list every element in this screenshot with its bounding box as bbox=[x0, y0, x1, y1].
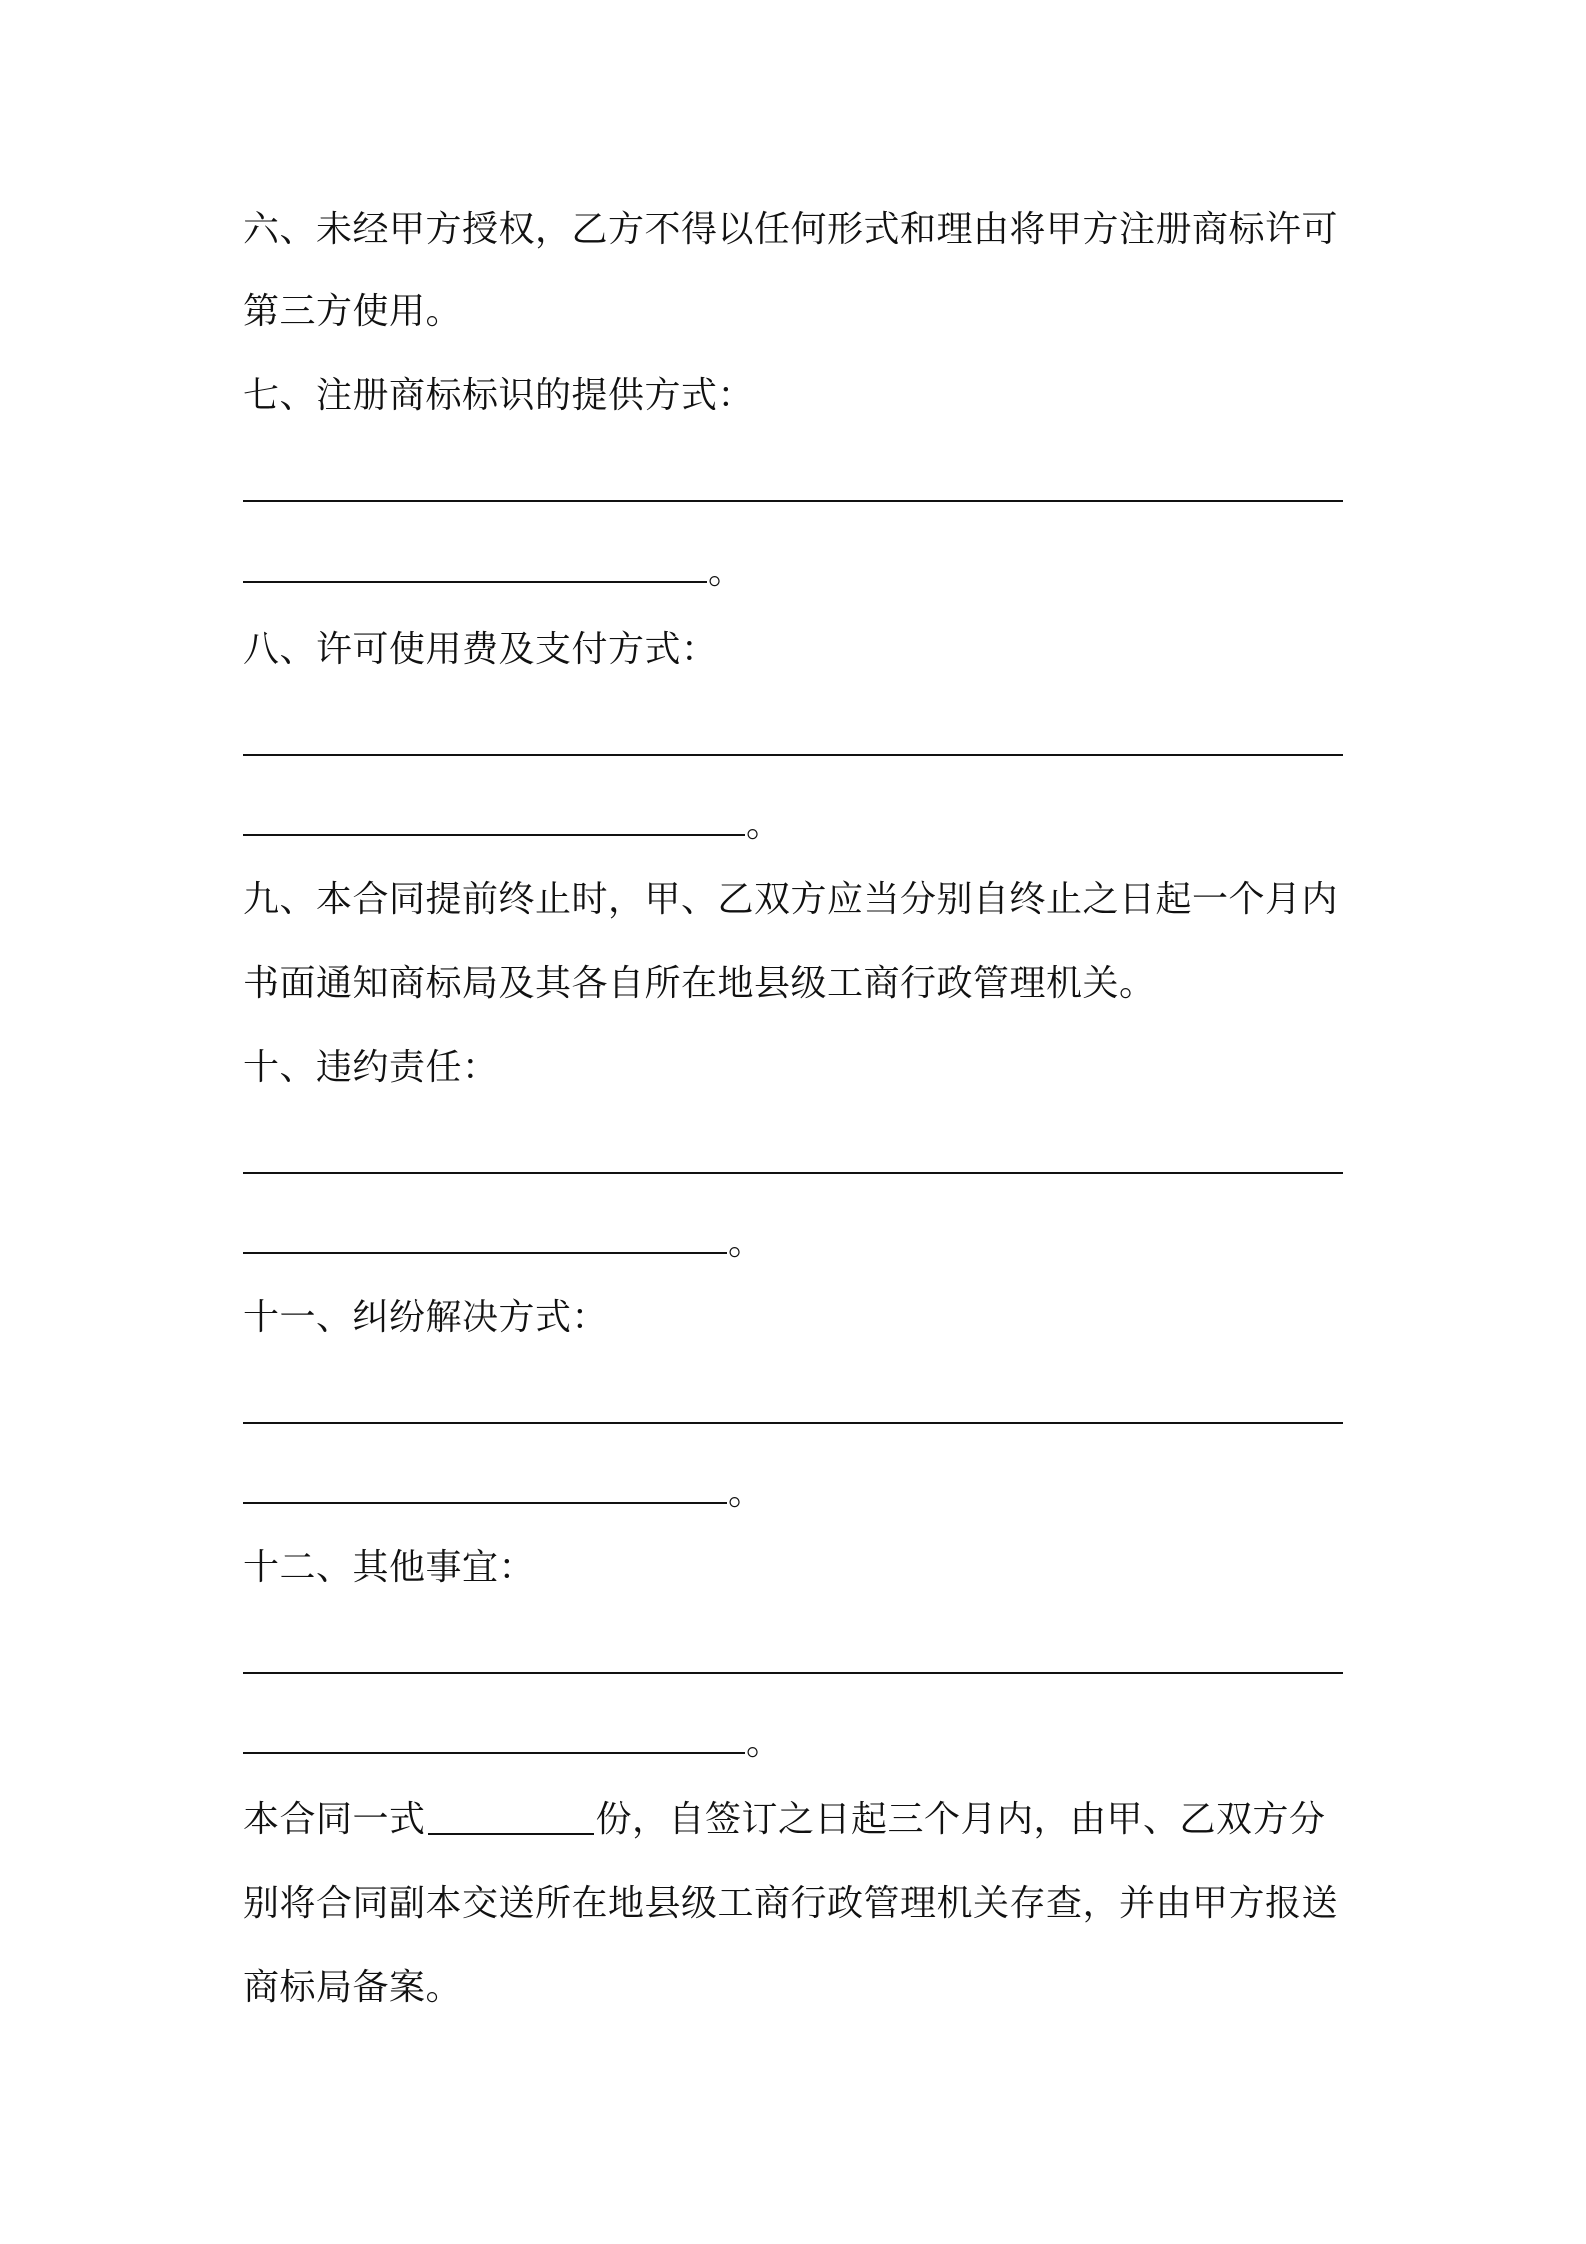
clause-12-heading: 十二、其他事宜： bbox=[243, 1547, 536, 1588]
copies-count-blank[interactable] bbox=[428, 1833, 594, 1835]
clause-10-end-mark: 。 bbox=[728, 1222, 765, 1263]
clause-11-blank-line-2[interactable] bbox=[243, 1502, 727, 1504]
clause-12-blank-line-2[interactable] bbox=[243, 1752, 745, 1754]
clause-11-end-mark: 。 bbox=[728, 1472, 765, 1513]
clause-9-line-1: 九、本合同提前终止时，甲、乙双方应当分别自终止之日起一个月内 bbox=[243, 879, 1339, 920]
clause-12-end-mark: 。 bbox=[746, 1722, 783, 1763]
clause-7-blank-line-1[interactable] bbox=[243, 500, 1343, 502]
closing-line-3: 商标局备案。 bbox=[243, 1967, 463, 2008]
clause-8-blank-line-1[interactable] bbox=[243, 754, 1343, 756]
clause-10-blank-line-1[interactable] bbox=[243, 1172, 1343, 1174]
closing-text-after-blank: 份，自签订之日起三个月内，由甲、乙双方分 bbox=[595, 1799, 1326, 1840]
clause-8-blank-line-2[interactable] bbox=[243, 834, 745, 836]
closing-line-1 bbox=[243, 1796, 1363, 1844]
clause-6-line-2: 第三方使用。 bbox=[243, 291, 463, 332]
clause-6-line-1: 六、未经甲方授权，乙方不得以任何形式和理由将甲方注册商标许可 bbox=[243, 209, 1339, 250]
clause-12-blank-line-1[interactable] bbox=[243, 1672, 1343, 1674]
clause-8-heading: 八、许可使用费及支付方式： bbox=[243, 629, 718, 670]
closing-text-before-blank: 本合同一式 bbox=[243, 1799, 426, 1840]
clause-11-blank-line-1[interactable] bbox=[243, 1422, 1343, 1424]
clause-11-heading: 十一、纠纷解决方式： bbox=[243, 1297, 609, 1338]
clause-7-heading: 七、注册商标标识的提供方式： bbox=[243, 375, 755, 416]
clause-10-blank-line-2[interactable] bbox=[243, 1252, 727, 1254]
clause-10-heading: 十、违约责任： bbox=[243, 1047, 499, 1088]
closing-line-2: 别将合同副本交送所在地县级工商行政管理机关存查，并由甲方报送 bbox=[243, 1883, 1339, 1924]
clause-7-blank-line-2[interactable] bbox=[243, 581, 707, 583]
clause-7-end-mark: 。 bbox=[708, 551, 745, 592]
clause-9-line-2: 书面通知商标局及其各自所在地县级工商行政管理机关。 bbox=[243, 963, 1156, 1004]
clause-8-end-mark: 。 bbox=[746, 804, 783, 845]
